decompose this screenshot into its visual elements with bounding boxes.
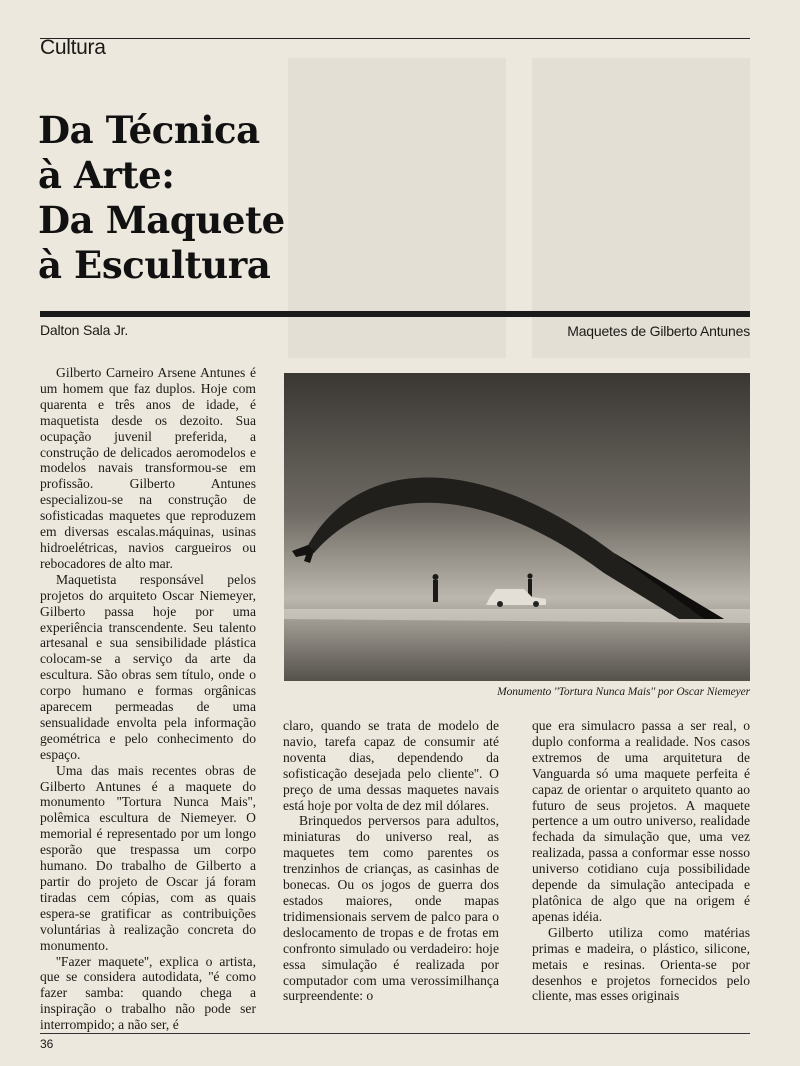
paragraph: Gilberto utiliza como matérias primas e madeira, o plástico, silicone, metais e resinas. Orienta-se por desenhos e projetos fornecidos pelo cliente, mas esses originais [532,924,750,1004]
page-number: 36 [40,1037,54,1051]
title-line-1: Da Técnica [38,108,260,152]
paragraph: Maquetista responsável pelos projetos do arquiteto Oscar Niemeyer, Gilberto passa hoje por uma experiência transcendente. Seu talento artesanal e sua sensibilidade plástica colocam-se a serviço da arte da escultura. São obras sem título, onde o corpo humano e formas orgânicas aparecem permeadas de uma sensualidade envolta pela informação geométrica e pelo conhecimento do espaço. [40,571,256,762]
monument-photo [284,373,750,681]
paragraph: que era simulacro passa a ser real, o duplo conforma a realidade. Nos casos extremos de uma arquitetura de Vanguarda só uma maquete perfeita é capaz de orientar o arquiteto quanto ao futuro de seus projetos. A maquete pertence a um outro universo, realidade fechada da simulação que, uma vez realizada, passa a conformar esse nosso universo cotidiano cuja possibilidade depende da simulação antecipada e platônica de algo que na origem é apenas idéia. [532,718,750,924]
paragraph: Brinquedos perversos para adultos, miniaturas do universo real, as maquetes tem como parentes os trenzinhos de crianças, as casinhas de bonecas. Ou os jogos de guerra dos estados maiores, onde mapas tridimensionais servem de palco para o deslocamento de tropas e de frotas em confronto simulado ou verdadeiro: hoje essa simulação é realizada por computador com uma verossimilhança surpreendente: o [283,813,499,1004]
title-line-3: Da Maquete [38,198,285,242]
title-line-2: à Arte: [38,153,175,197]
monument-illustration [284,373,750,681]
text-column-2 [283,718,499,1004]
section-label: Cultura [40,36,106,59]
article-title [38,108,458,288]
paragraph: Gilberto Carneiro Arsene Antunes é um homem que faz duplos. Hoje com quarenta e três anos de idade, é maquetista desde os dezoito. Sua ocupação juvenil preferida, a construção de delicados aeromodelos e modelos navais transformou-se em profissão. Gilberto Antunes especializou-se na construção de sofisticadas maquetes que reproduzem em diversas escalas.máquinas, usinas hidroelétricas, navios cargueiros ou rebocadores de alto mar. [40,365,256,571]
title-line-4: à Escultura [38,243,271,287]
paragraph: ''Fazer maquete'', explica o artista, que se considera autodidata, ''é como fazer samba: quando chega a inspiração o trabalho não pode ser interrompido; a não ser, é [40,953,256,1033]
footer-rule [40,1033,750,1034]
author-byline: Dalton Sala Jr. [40,322,129,338]
photo-credit: Maquetes de Gilberto Antunes [567,323,750,339]
paragraph: claro, quando se trata de modelo de navio, tarefa capaz de consumir até noventa dias, dependendo da sofisticação desejada pelo cliente''. O preço de uma dessas maquetes navais está hoje por volta de dez mil dólares. [283,718,499,813]
text-column-3 [532,718,750,1004]
title-rule [40,311,750,317]
paragraph: Uma das mais recentes obras de Gilberto Antunes é a maquete do monumento ''Tortura Nunca Mais'', polêmica escultura de Niemeyer. O memorial é representado por um longo esporão que trespassa um corpo humano. Do trabalho de Gilberto a partir do projeto de Oscar já foram tiradas cem cópias, com as quais espera-se gratificar as contribuições voluntárias à realização concreta do monumento. [40,762,256,953]
photo-caption: Monumento ''Tortura Nunca Mais'' por Oscar Niemeyer [497,686,750,698]
header-rule [40,38,750,39]
text-column-1 [40,365,256,1033]
